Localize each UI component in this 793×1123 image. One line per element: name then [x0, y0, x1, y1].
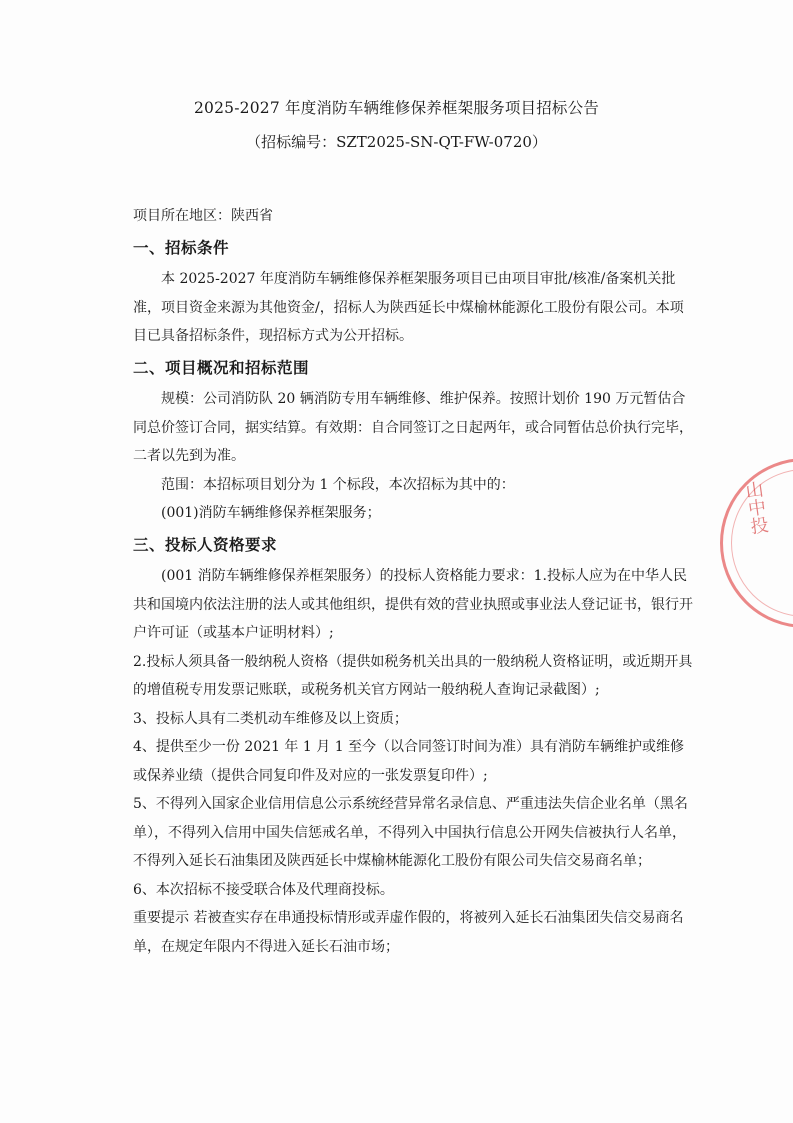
section-heading-bidder-qualifications: 三、投标人资格要求 — [133, 535, 278, 554]
paragraph: 范围：本招标项目划分为 1 个标段，本次招标为其中的： — [161, 476, 515, 493]
red-seal-stamp — [720, 458, 793, 628]
paragraph: 规模：公司消防队 20 辆消防专用车辆维修、维护保养。按照计划价 190 万元暂估合同总价签订合同，据实结算。有效期：自合同签订之日起两年，或合同暂估总价执行完毕，二者以先到为准。 — [133, 391, 693, 464]
paragraph: (001)消防车辆维修保养框架服务； — [161, 505, 381, 521]
paragraph: 3、投标人具有二类机动车维修及以上资质； — [133, 710, 408, 727]
paragraph: (001 消防车辆维修保养框架服务）的投标人资格能力要求：1.投标人应为在中华人民共和国境内依法注册的法人或其他组织，提供有效的营业执照或事业法人登记证书，银行开户许可证（或基本户证明材料）; — [133, 568, 693, 641]
paragraph: 4、提供至少一份 2021 年 1 月 1 至今（以合同签订时间为准）具有消防车辆维护或维修或保养业绩（提供合同复印件及对应的一张发票复印件）; — [133, 739, 685, 784]
tender-number: （招标编号：SZT2025-SN-QT-FW-0720） — [246, 133, 547, 151]
section-heading-tender-conditions: 一、招标条件 — [133, 238, 230, 257]
paragraph: 5、不得列入国家企业信用信息公示系统经营异常名录信息、严重违法失信企业名单（黑名单），不得列入信用中国失信惩戒名单，不得列入中国执行信息公开网失信被执行人名单，不得列入延长石油集团及陕西延长中煤榆林能源化工股份有限公司失信交易商名单； — [133, 796, 688, 869]
paragraph: 2.投标人须具备一般纳税人资格（提供如税务机关出具的一般纳税人资格证明，或近期开具的增值税专用发票记账联，或税务机关官方网站一般纳税人查询记录截图）; — [133, 653, 693, 698]
document-body — [133, 202, 693, 961]
important-notice: 重要提示 若被查实存在串通投标情形或弄虚作假的，将被列入延长石油集团失信交易商名单，在规定年限内不得进入延长石油市场； — [133, 910, 684, 955]
paragraph: 6、本次招标不接受联合体及代理商投标。 — [133, 881, 394, 898]
paragraph: 本 2025-2027 年度消防车辆维修保养框架服务项目已由项目审批/核准/备案机关批准，项目资金来源为其他资金/，招标人为陕西延长中煤榆林能源化工股份有限公司。本项目已具备招标条件，现招标方式为公开招标。 — [133, 271, 684, 344]
project-region: 项目所在地区：陕西省 — [133, 208, 273, 224]
seal-text: 山中投 — [741, 479, 770, 536]
page-title: 2025-2027 年度消防车辆维修保养框架服务项目招标公告 — [193, 99, 600, 117]
section-heading-project-overview: 二、项目概况和招标范围 — [133, 358, 310, 377]
